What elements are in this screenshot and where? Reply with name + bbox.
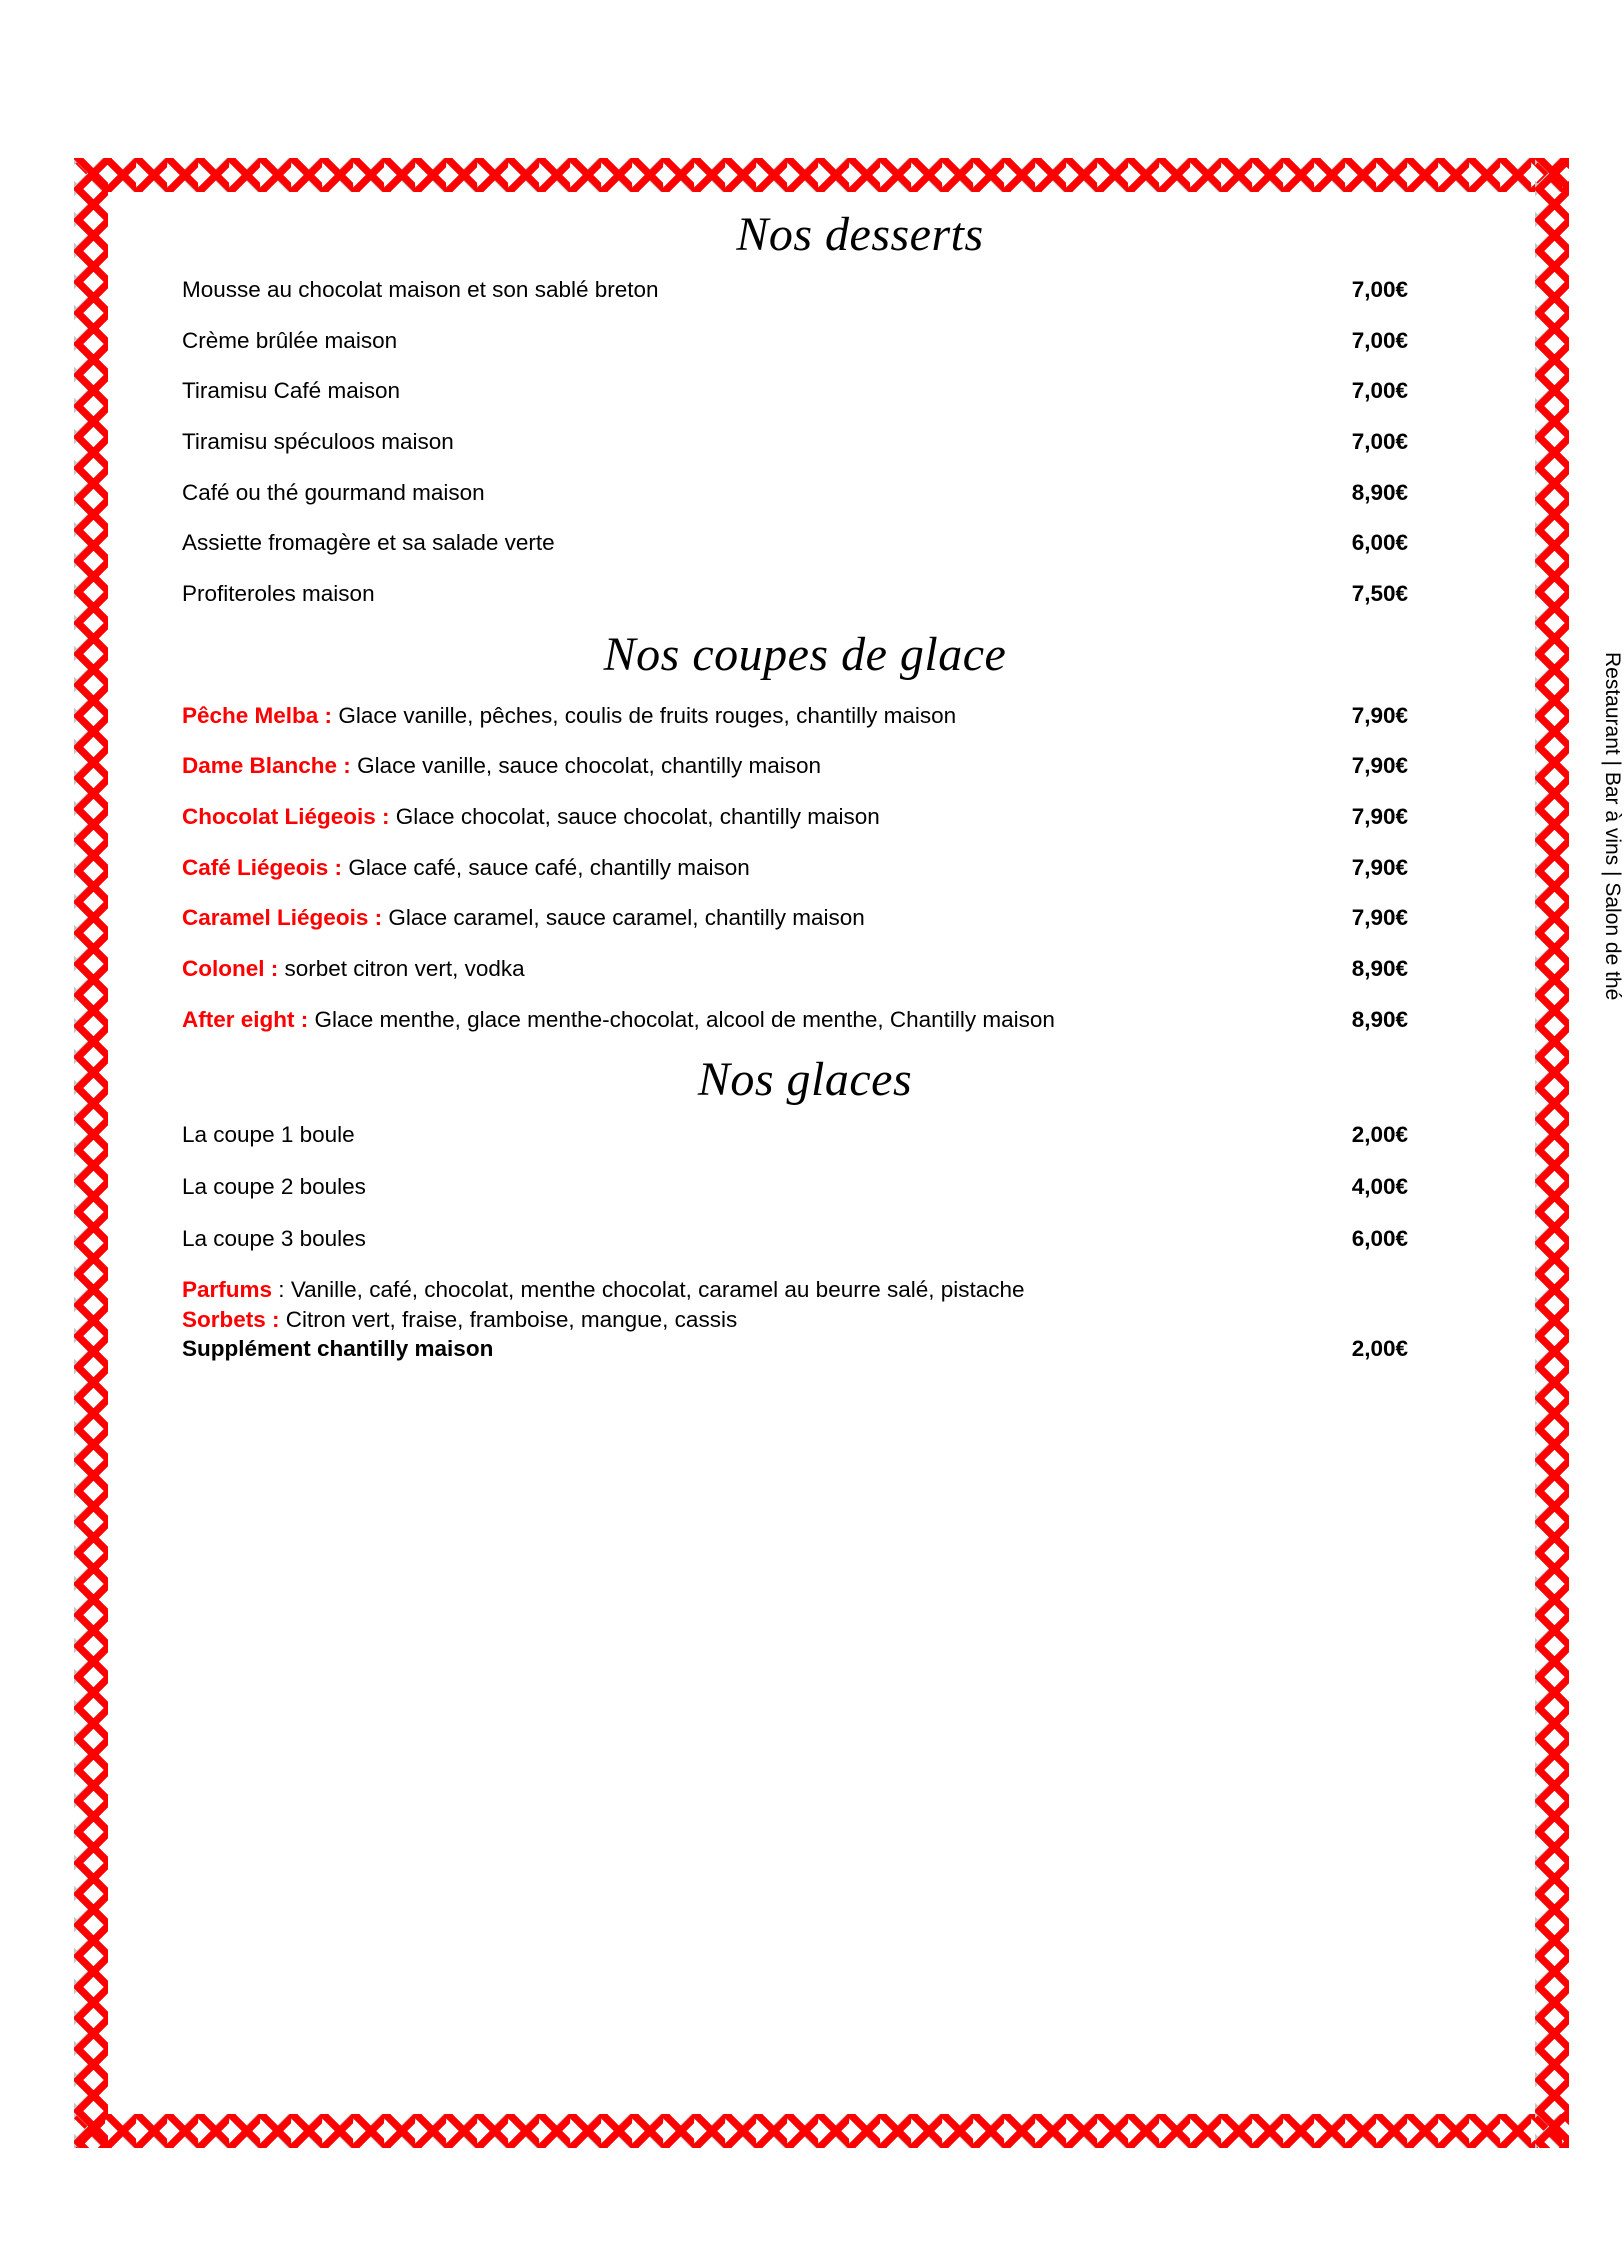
item-price: 8,90€ [1351, 479, 1408, 505]
item-label: Pêche Melba : [182, 702, 333, 728]
item-price: 7,90€ [1351, 702, 1408, 728]
menu-item [182, 954, 1408, 984]
item-name: Profiteroles maison [182, 581, 375, 606]
menu-item [182, 427, 1408, 457]
item-description: Glace caramel, sauce caramel, chantilly maison [388, 905, 865, 931]
menu-item [182, 579, 1408, 609]
item-label: Caramel Liégeois : [182, 905, 383, 931]
item-price: 4,00€ [1351, 1173, 1408, 1199]
border-right-chevron [1535, 158, 1569, 2148]
border-left-chevron [74, 158, 108, 2148]
menu-item [182, 1224, 1408, 1254]
item-text [182, 802, 1258, 832]
menu-item [182, 701, 1408, 731]
supplement-row [182, 1334, 1408, 1363]
section-title-desserts: Nos desserts [736, 208, 984, 261]
parfums-separator: : [272, 1277, 291, 1303]
item-price: 6,00€ [1351, 1225, 1408, 1251]
menu-item [182, 1005, 1408, 1035]
item-description: Glace vanille, pêches, coulis de fruits rouges, chantilly maison [338, 702, 957, 728]
menu-item [182, 903, 1408, 933]
item-text [182, 1005, 1258, 1035]
menu-content [182, 210, 1408, 1363]
item-name: La coupe 2 boules [182, 1173, 366, 1199]
border-top-chevron [74, 158, 1569, 192]
menu-item [182, 478, 1408, 508]
coupes-list [182, 701, 1408, 1035]
menu-item [182, 275, 1408, 305]
item-price: 7,90€ [1351, 803, 1408, 829]
item-label: Chocolat Liégeois : [182, 803, 390, 829]
item-text [182, 853, 1258, 883]
menu-item [182, 376, 1408, 406]
item-text [182, 701, 1258, 731]
item-name: Tiramisu spéculoos maison [182, 428, 454, 454]
menu-item [182, 528, 1408, 558]
item-price: 8,90€ [1351, 1006, 1408, 1032]
item-price: 7,00€ [1351, 428, 1408, 454]
item-name: La coupe 3 boules [182, 1225, 366, 1251]
item-description: Glace vanille, sauce chocolat, chantilly maison [357, 753, 822, 779]
item-label: Colonel : [182, 956, 279, 981]
item-text [182, 903, 1258, 933]
parfums-value: Vanille, café, chocolat, menthe chocolat, caramel au beurre salé, pistache [290, 1277, 1025, 1303]
glaces-footer [182, 1275, 1408, 1363]
item-price: 6,00€ [1351, 530, 1408, 556]
parfums-label: Parfums [182, 1277, 273, 1303]
item-price: 8,90€ [1351, 956, 1408, 981]
item-price: 2,00€ [1351, 1122, 1408, 1148]
sorbets-line [182, 1305, 1408, 1334]
item-text [182, 954, 1258, 984]
item-price: 7,50€ [1351, 581, 1408, 606]
item-text [182, 751, 1258, 781]
item-description: Glace menthe, glace menthe-chocolat, alcool de menthe, Chantilly maison [314, 1006, 1055, 1032]
item-label: Dame Blanche : [182, 753, 351, 779]
menu-item [182, 1120, 1408, 1150]
item-name: Tiramisu Café maison [182, 378, 400, 404]
item-name: La coupe 1 boule [182, 1122, 355, 1148]
item-name: Mousse au chocolat maison et son sablé breton [182, 276, 659, 302]
supplement-label: Supplément chantilly maison [182, 1335, 494, 1361]
menu-item [182, 751, 1408, 781]
item-price: 7,90€ [1351, 905, 1408, 931]
page-edge-note [1572, 640, 1624, 2120]
page-edge-note-text: Restaurant | Bar à vins | Salon de thé [1601, 652, 1624, 1001]
sorbets-label: Sorbets : [182, 1306, 280, 1332]
section-title-glaces: Nos glaces [697, 1053, 913, 1107]
item-price: 7,90€ [1351, 854, 1408, 880]
item-description: sorbet citron vert, vodka [284, 956, 525, 981]
item-label: Café Liégeois : [182, 854, 343, 880]
item-name: Crème brûlée maison [182, 327, 398, 353]
menu-item [182, 853, 1408, 883]
item-description: Glace chocolat, sauce chocolat, chantilly maison [395, 803, 880, 829]
item-price: 7,00€ [1351, 327, 1408, 353]
border-bottom-chevron [74, 2114, 1569, 2148]
glaces-list [182, 1120, 1408, 1253]
section-title-coupes-de-glace: Nos coupes de glace [603, 627, 1007, 681]
item-name: Café ou thé gourmand maison [182, 479, 485, 505]
item-description: Glace café, sauce café, chantilly maison [348, 854, 750, 880]
item-price: 7,90€ [1351, 753, 1408, 779]
item-price: 7,00€ [1351, 378, 1408, 404]
item-price: 7,00€ [1351, 276, 1408, 302]
menu-item [182, 1172, 1408, 1202]
parfums-line [182, 1275, 1408, 1304]
menu-item [182, 802, 1408, 832]
menu-item [182, 326, 1408, 356]
item-label: After eight : [182, 1006, 309, 1032]
item-name: Assiette fromagère et sa salade verte [182, 530, 555, 556]
supplement-price: 2,00€ [1351, 1335, 1408, 1361]
sorbets-value: Citron vert, fraise, framboise, mangue, cassis [285, 1306, 738, 1332]
dessert-list [182, 275, 1408, 609]
